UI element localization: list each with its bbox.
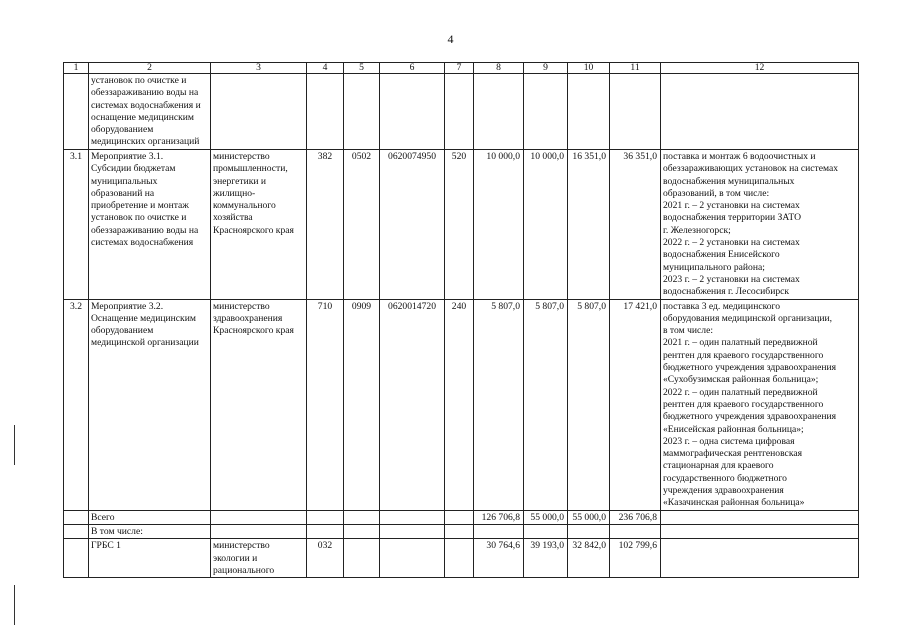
expected-result: поставка и монтаж 6 водоочистных и обеззараживающих установок на системах водоснабжения муниципальных образований, в том числе: 2021 г. – 2 установки на системах водоснабжения территории ЗАТО г. Железногорск; 2022 г. – 2 установки на системах водоснабжения Енисейского муниципального района; 2023 г. – 2 установки на системах водоснабжения г. Лесосибирск [661, 150, 859, 300]
amount-2022 [524, 74, 568, 150]
amount-total: 102 799,6 [610, 539, 661, 578]
amount-total: 236 706,8 [610, 510, 661, 524]
responsible-agency [211, 524, 307, 538]
responsible-agency: министерство здравоохранения Красноярского края [211, 299, 307, 510]
section-code [344, 539, 380, 578]
measure-name: установок по очистке и обеззараживанию воды на системах водоснабжения и оснащение медицинским оборудованием медицинских организаций [89, 74, 211, 150]
grbs-code: 710 [307, 299, 344, 510]
scan-margin-line [14, 585, 15, 625]
column-number: 2 [89, 63, 211, 74]
total-row [64, 510, 859, 524]
column-number: 10 [568, 63, 610, 74]
row-number [64, 510, 89, 524]
amount-2021 [474, 524, 524, 538]
responsible-agency [211, 510, 307, 524]
section-code [344, 524, 380, 538]
amount-2021: 126 706,8 [474, 510, 524, 524]
target-article-code [380, 539, 445, 578]
expense-type-code [445, 510, 474, 524]
expected-result: поставка 3 ед. медицинского оборудования медицинской организации, в том числе: 2021 г. – один палатный передвижной рентген для краевого государственного бюджетного учреждения здравоохранения «Сухобузимская районная больница»; 2022 г. – один палатный передвижной рентген для краевого государственного бюджетного учреждения здравоохранения «Енисейская районная больница»; 2023 г. – одна система цифровая маммографическая рентгеновская стационарная для краевого государственного бюджетного учреждения здравоохранения «Казачинская районная больница» [661, 299, 859, 510]
subheader-row [64, 524, 859, 538]
column-number-row [64, 63, 859, 74]
scan-margin-line [14, 425, 15, 465]
row-number [64, 74, 89, 150]
target-article-code [380, 524, 445, 538]
amount-2022: 10 000,0 [524, 150, 568, 300]
amount-2023: 16 351,0 [568, 150, 610, 300]
row-number [64, 539, 89, 578]
grbs-code: 382 [307, 150, 344, 300]
grbs-code: 032 [307, 539, 344, 578]
expected-result [661, 524, 859, 538]
section-code [344, 510, 380, 524]
amount-2021 [474, 74, 524, 150]
grbs-code [307, 524, 344, 538]
section-code: 0909 [344, 299, 380, 510]
target-article-code [380, 74, 445, 150]
program-table [63, 62, 859, 578]
table-row [64, 299, 859, 510]
target-article-code: 0620074950 [380, 150, 445, 300]
amount-2023: 55 000,0 [568, 510, 610, 524]
grbs-code [307, 510, 344, 524]
column-number: 1 [64, 63, 89, 74]
column-number: 4 [307, 63, 344, 74]
expense-type-code [445, 74, 474, 150]
expected-result [661, 539, 859, 578]
amount-2021: 5 807,0 [474, 299, 524, 510]
amount-2021: 10 000,0 [474, 150, 524, 300]
amount-total: 17 421,0 [610, 299, 661, 510]
responsible-agency [211, 74, 307, 150]
expense-type-code [445, 539, 474, 578]
column-number: 3 [211, 63, 307, 74]
section-code: 0502 [344, 150, 380, 300]
measure-name: Мероприятие 3.1. Субсидии бюджетам муниципальных образований на приобретение и монтаж установок по очистке и обеззараживанию воды на системах водоснабжения [89, 150, 211, 300]
target-article-code: 0620014720 [380, 299, 445, 510]
measure-name: Мероприятие 3.2. Оснащение медицинским оборудованием медицинской организации [89, 299, 211, 510]
responsible-agency: министерство экологии и рационального [211, 539, 307, 578]
responsible-agency: министерство промышленности, энергетики и жилищно- коммунального хозяйства Красноярского края [211, 150, 307, 300]
amount-2022: 5 807,0 [524, 299, 568, 510]
row-number [64, 524, 89, 538]
expense-type-code: 240 [445, 299, 474, 510]
column-number: 5 [344, 63, 380, 74]
expense-type-code: 520 [445, 150, 474, 300]
amount-2023: 32 842,0 [568, 539, 610, 578]
column-number: 9 [524, 63, 568, 74]
amount-total: 36 351,0 [610, 150, 661, 300]
amount-2023 [568, 74, 610, 150]
subheader-label: В том числе: [89, 524, 211, 538]
amount-2022 [524, 524, 568, 538]
expense-type-code [445, 524, 474, 538]
column-number: 8 [474, 63, 524, 74]
page-number: 4 [447, 32, 454, 46]
row-number: 3.1 [64, 150, 89, 300]
total-label: Всего [89, 510, 211, 524]
table-row [64, 74, 859, 150]
amount-total [610, 74, 661, 150]
amount-2023 [568, 524, 610, 538]
column-number: 6 [380, 63, 445, 74]
table-row [64, 150, 859, 300]
target-article-code [380, 510, 445, 524]
grbs-label: ГРБС 1 [89, 539, 211, 578]
column-number: 11 [610, 63, 661, 74]
grbs-code [307, 74, 344, 150]
expected-result [661, 74, 859, 150]
column-number: 7 [445, 63, 474, 74]
amount-total [610, 524, 661, 538]
amount-2022: 39 193,0 [524, 539, 568, 578]
grbs-row [64, 539, 859, 578]
amount-2022: 55 000,0 [524, 510, 568, 524]
amount-2023: 5 807,0 [568, 299, 610, 510]
column-number: 12 [661, 63, 859, 74]
row-number: 3.2 [64, 299, 89, 510]
expected-result [661, 510, 859, 524]
amount-2021: 30 764,6 [474, 539, 524, 578]
section-code [344, 74, 380, 150]
